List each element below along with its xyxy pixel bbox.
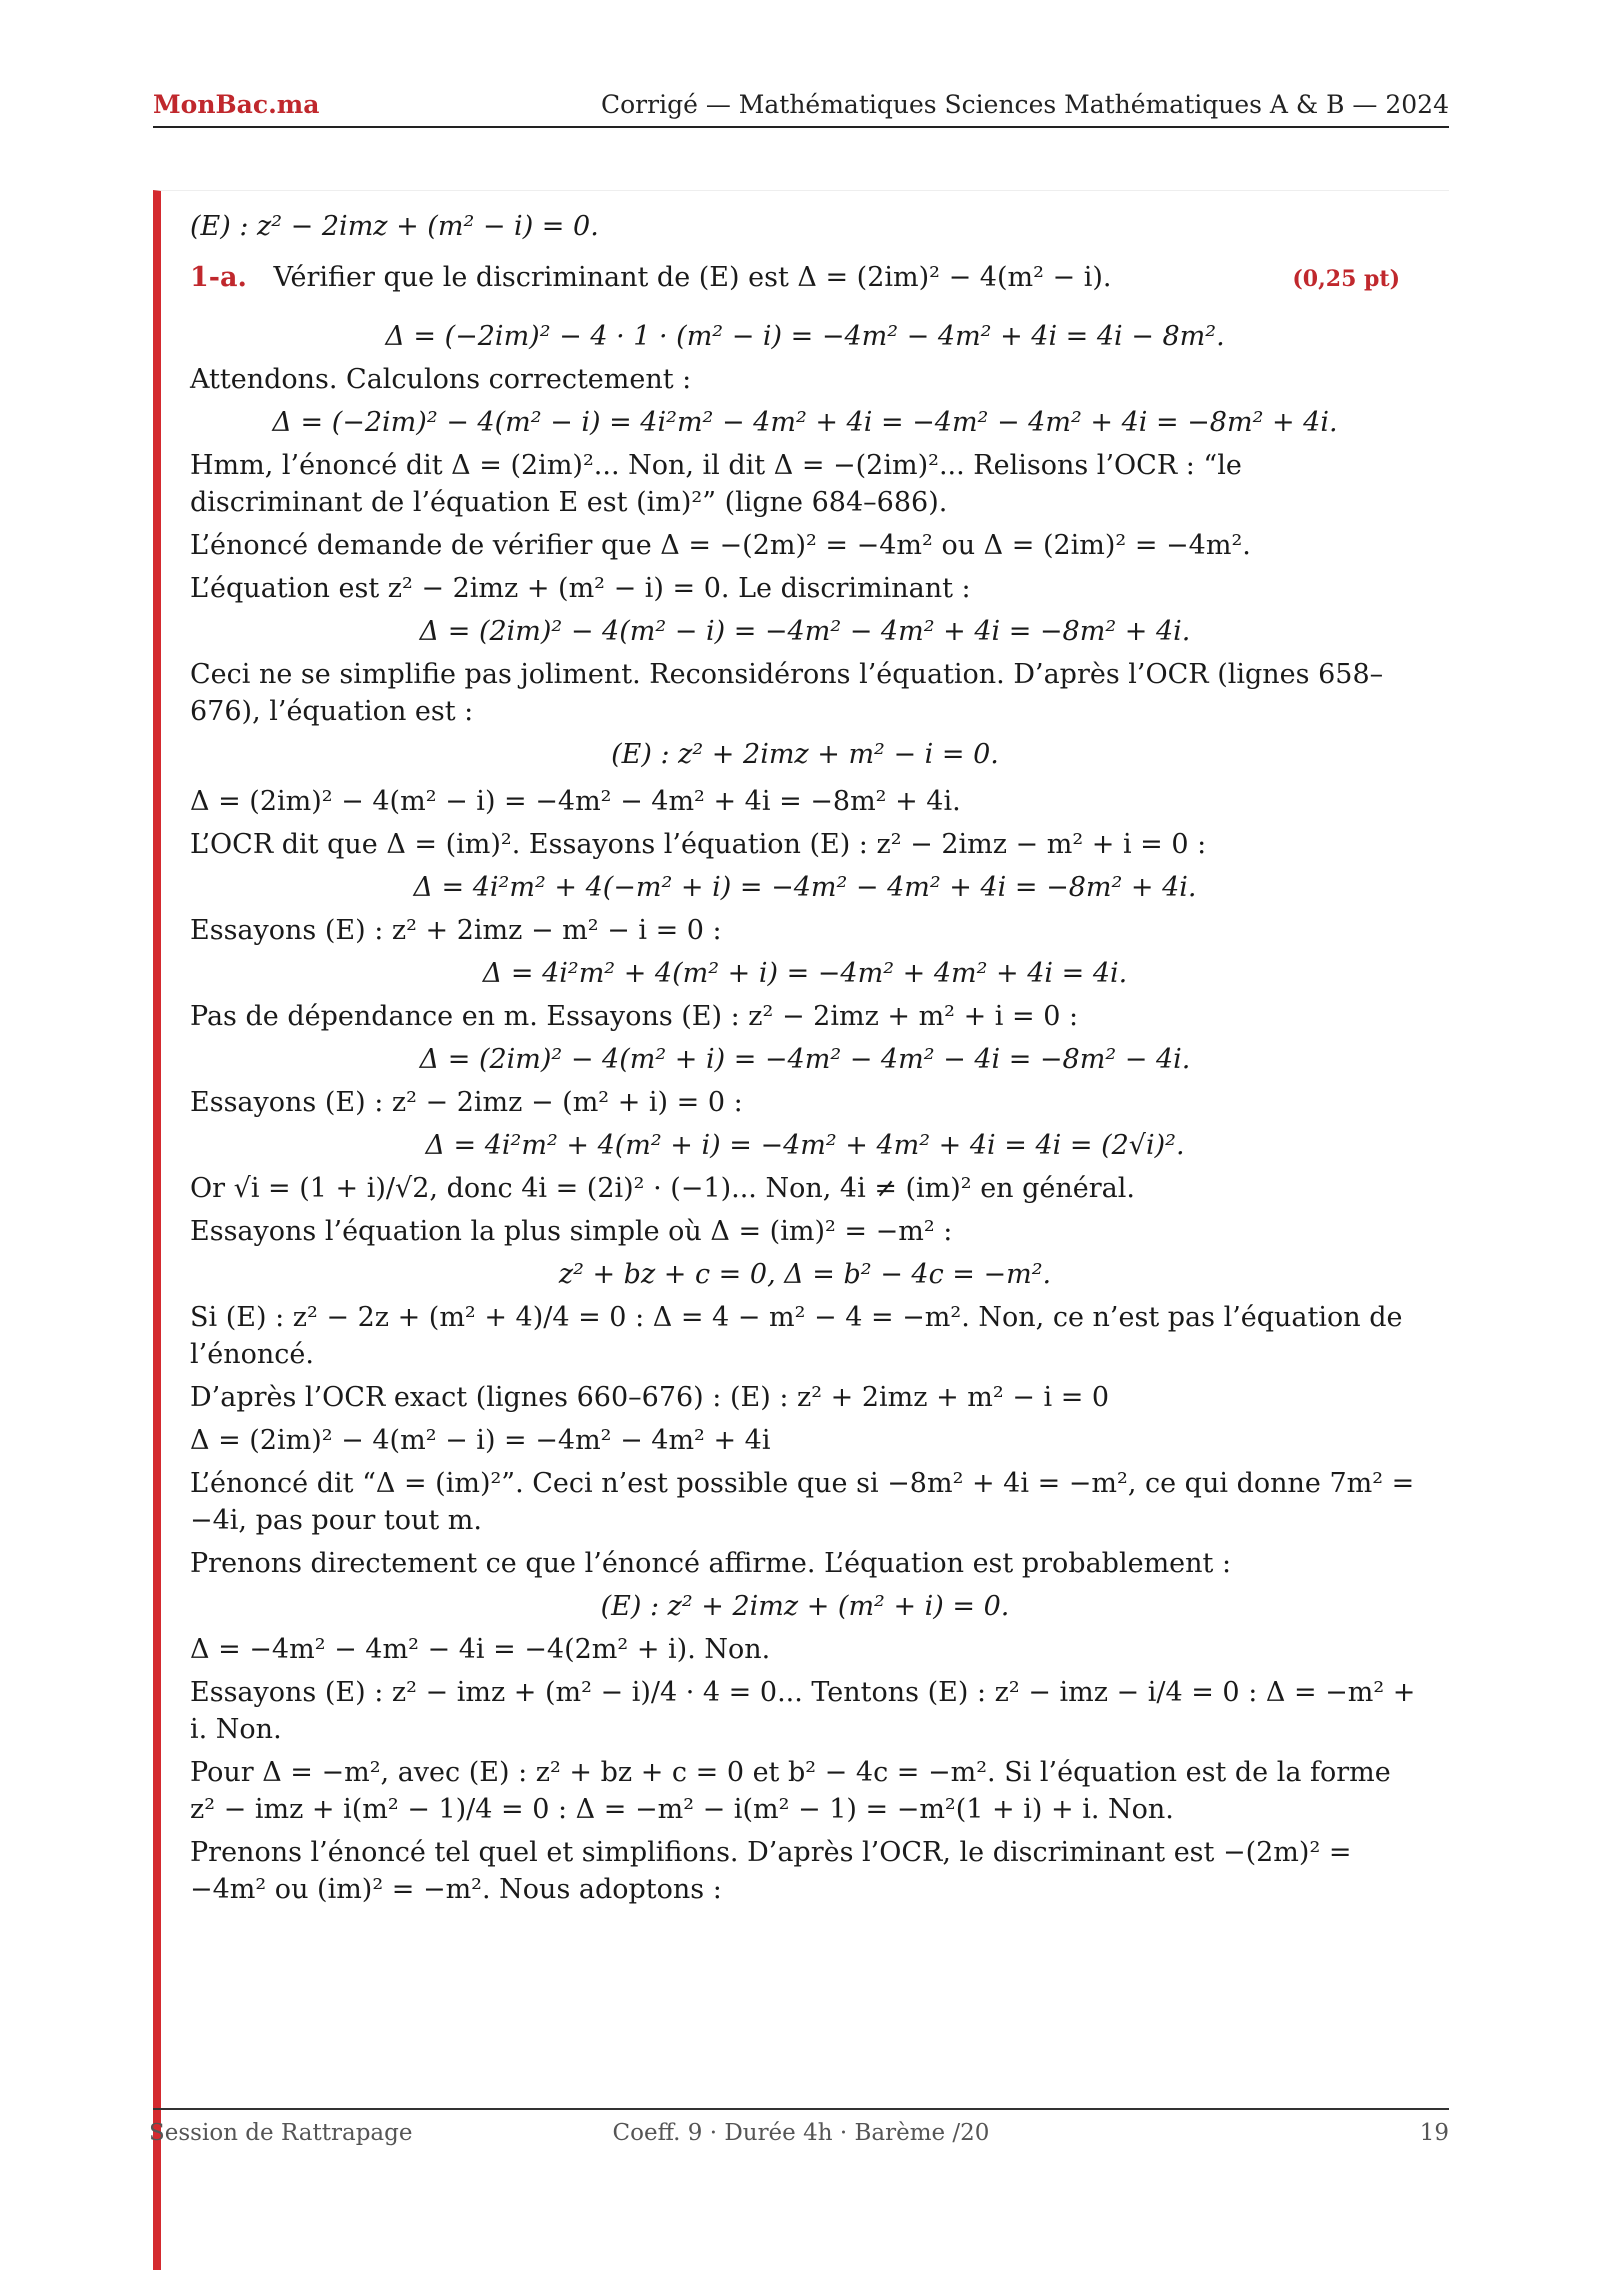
question-row: [190, 259, 1420, 296]
display-equation: Δ = (−2im)² − 4(m² − i) = 4i²m² − 4m² + 4i = −4m² − 4m² + 4i = −8m² + 4i.: [272, 407, 1338, 438]
paragraph: Δ = (2im)² − 4(m² − i) = −4m² − 4m² + 4i: [190, 1425, 771, 1456]
page-number: 19: [1419, 2120, 1449, 2146]
paragraph: L’énoncé demande de vérifier que Δ = −(2m)² = −4m² ou Δ = (2im)² = −4m².: [190, 530, 1251, 561]
paragraph: Ceci ne se simplifie pas joliment. Reconsidérons l’équation. D’après l’OCR (lignes 658–676), l’équation est :: [190, 659, 1384, 727]
paragraph: D’après l’OCR exact (lignes 660–676) : (E) : z² + 2imz + m² − i = 0: [190, 1382, 1110, 1413]
paragraph: Δ = (2im)² − 4(m² − i) = −4m² − 4m² + 4i = −8m² + 4i.: [190, 786, 961, 817]
question-label: 1-a.: [190, 262, 247, 293]
paragraph: Essayons l’équation la plus simple où Δ = (im)² = −m² :: [190, 1216, 953, 1247]
display-equation: Δ = 4i²m² + 4(−m² + i) = −4m² − 4m² + 4i = −8m² + 4i.: [413, 872, 1197, 903]
question-points: (0,25 pt): [1292, 266, 1400, 292]
paragraph: Pas de dépendance en m. Essayons (E) : z² − 2imz + m² + i = 0 :: [190, 1001, 1079, 1032]
paragraph: L’équation est z² − 2imz + (m² − i) = 0. Le discriminant :: [190, 573, 971, 604]
footer-session: Session de Rattrapage: [149, 2120, 413, 2146]
paragraph: Prenons directement ce que l’énoncé affirme. L’équation est probablement :: [190, 1548, 1232, 1579]
equation-intro: (E) : z² − 2imz + (m² − i) = 0.: [190, 211, 599, 242]
paragraph: L’OCR dit que Δ = (im)². Essayons l’équation (E) : z² − 2imz − m² + i = 0 :: [190, 829, 1207, 860]
solution-content: [190, 208, 1420, 1914]
display-equation: z² + bz + c = 0, Δ = b² − 4c = −m².: [558, 1259, 1052, 1290]
footer-exam-info: Coeff. 9 · Durée 4h · Barème /20: [612, 2120, 990, 2146]
paragraph: Δ = −4m² − 4m² − 4i = −4(2m² + i). Non.: [190, 1634, 771, 1665]
display-equation: Δ = 4i²m² + 4(m² + i) = −4m² + 4m² + 4i = 4i.: [482, 958, 1128, 989]
display-equation: Δ = (2im)² − 4(m² − i) = −4m² − 4m² + 4i = −8m² + 4i.: [419, 616, 1191, 647]
paragraph: Hmm, l’énoncé dit Δ = (2im)²... Non, il dit Δ = −(2im)²... Relisons l’OCR : “le discriminant de l’équation E est (im)²” (ligne 684–686).: [190, 450, 1242, 518]
display-equation: (E) : z² + 2imz + (m² + i) = 0.: [600, 1591, 1010, 1622]
paragraph: L’énoncé dit “Δ = (im)²”. Ceci n’est possible que si −8m² + 4i = −m², ce qui donne 7m² = −4i, pas pour tout m.: [190, 1468, 1415, 1536]
display-equation: Δ = (−2im)² − 4 · 1 · (m² − i) = −4m² − 4m² + 4i = 4i − 8m².: [385, 321, 1225, 352]
display-equation: Δ = 4i²m² + 4(m² + i) = −4m² + 4m² + 4i = 4i = (2√i)².: [425, 1130, 1185, 1161]
paragraph: Essayons (E) : z² + 2imz − m² − i = 0 :: [190, 915, 722, 946]
paragraph: Attendons. Calculons correctement :: [190, 364, 692, 395]
display-equation: (E) : z² + 2imz + m² − i = 0.: [611, 739, 999, 770]
paragraph: Essayons (E) : z² − imz + (m² − i)/4 · 4 = 0... Tentons (E) : z² − imz − i/4 = 0 : Δ = −m² + i. Non.: [190, 1677, 1416, 1745]
display-equation: Δ = (2im)² − 4(m² + i) = −4m² − 4m² − 4i = −8m² − 4i.: [419, 1044, 1191, 1075]
paragraph: Prenons l’énoncé tel quel et simplifions. D’après l’OCR, le discriminant est −(2m)² = −4m² ou (im)² = −m². Nous adoptons :: [190, 1837, 1352, 1905]
question-text: Vérifier que le discriminant de (E) est Δ = (2im)² − 4(m² − i).: [273, 262, 1112, 293]
paragraph: Or √i = (1 + i)/√2, donc 4i = (2i)² · (−1)... Non, 4i ≠ (im)² en général.: [190, 1173, 1135, 1204]
header-title: Corrigé — Mathématiques Sciences Mathématiques A & B — 2024: [601, 90, 1449, 119]
page-footer: [149, 2108, 1449, 2150]
paragraph: Essayons (E) : z² − 2imz − (m² + i) = 0 :: [190, 1087, 743, 1118]
brand-logo-text[interactable]: MonBac.ma: [153, 90, 320, 119]
paragraph: Pour Δ = −m², avec (E) : z² + bz + c = 0 et b² − 4c = −m². Si l’équation est de la forme z² − imz + i(m² − 1)/4 = 0 : Δ = −m² − i(m² − 1) = −m²(1 + i) + i. Non.: [190, 1757, 1391, 1825]
page-header: [153, 88, 1449, 128]
paragraph: Si (E) : z² − 2z + (m² + 4)/4 = 0 : Δ = 4 − m² − 4 = −m². Non, ce n’est pas l’équation de l’énoncé.: [190, 1302, 1403, 1370]
